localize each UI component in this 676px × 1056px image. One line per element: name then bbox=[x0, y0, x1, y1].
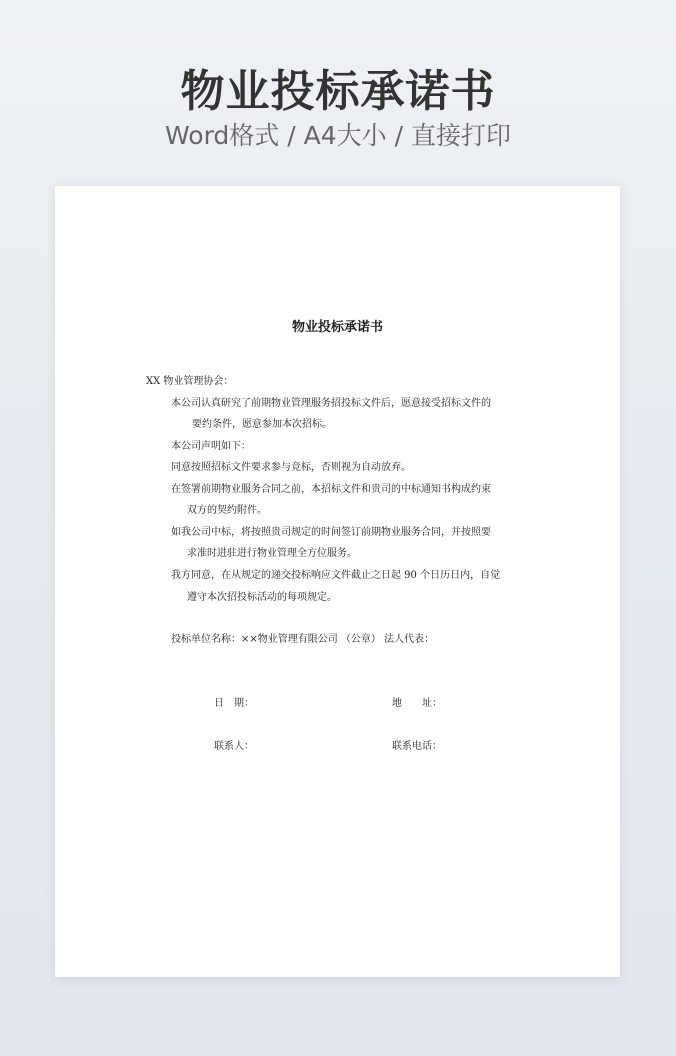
document-page bbox=[55, 186, 620, 977]
bidder-line: 投标单位名称：××物业管理有限公司 （公章） 法人代表： bbox=[171, 634, 435, 645]
paragraph-5-line-1: 如我公司中标，将按照贵司规定的时间签订前期物业服务合同，并按照要 bbox=[171, 527, 491, 538]
paragraph-6-line-2: 遵守本次招投标活动的每项规定。 bbox=[187, 592, 337, 603]
paragraph-6-line-1: 我方同意，在从规定的递交投标响应文件截止之日起 90 个日历日内，自觉 bbox=[171, 570, 501, 581]
phone-label: 联系电话： bbox=[392, 741, 442, 752]
address-label: 地 址： bbox=[392, 698, 442, 709]
paragraph-5-line-2: 求准时进驻进行物业管理全方位服务。 bbox=[187, 548, 357, 559]
banner-subtitle: Word格式 / A4大小 / 直接打印 bbox=[165, 121, 511, 150]
document-title: 物业投标承诺书 bbox=[291, 320, 383, 335]
banner-title: 物业投标承诺书 bbox=[180, 66, 496, 117]
document-salutation: XX 物业管理协会： bbox=[146, 376, 234, 387]
paragraph-1-line-1: 本公司认真研究了前期物业管理服务招投标文件后，愿意接受招标文件的 bbox=[171, 398, 491, 409]
paragraph-2-line-1: 本公司声明如下： bbox=[171, 441, 251, 452]
paragraph-1-line-2: 要约条件，愿意参加本次招标。 bbox=[192, 419, 332, 430]
paragraph-4-line-1: 在签署前期物业服务合同之前，本招标文件和贵司的中标通知书构成约束 bbox=[171, 484, 491, 495]
contact-label: 联系人： bbox=[214, 741, 254, 752]
paragraph-4-line-2: 双方的契约附件。 bbox=[187, 505, 267, 516]
paragraph-3-line-1: 同意按照招标文件要求参与竞标，否则视为自动放弃。 bbox=[171, 462, 411, 473]
date-label: 日 期： bbox=[214, 698, 254, 709]
